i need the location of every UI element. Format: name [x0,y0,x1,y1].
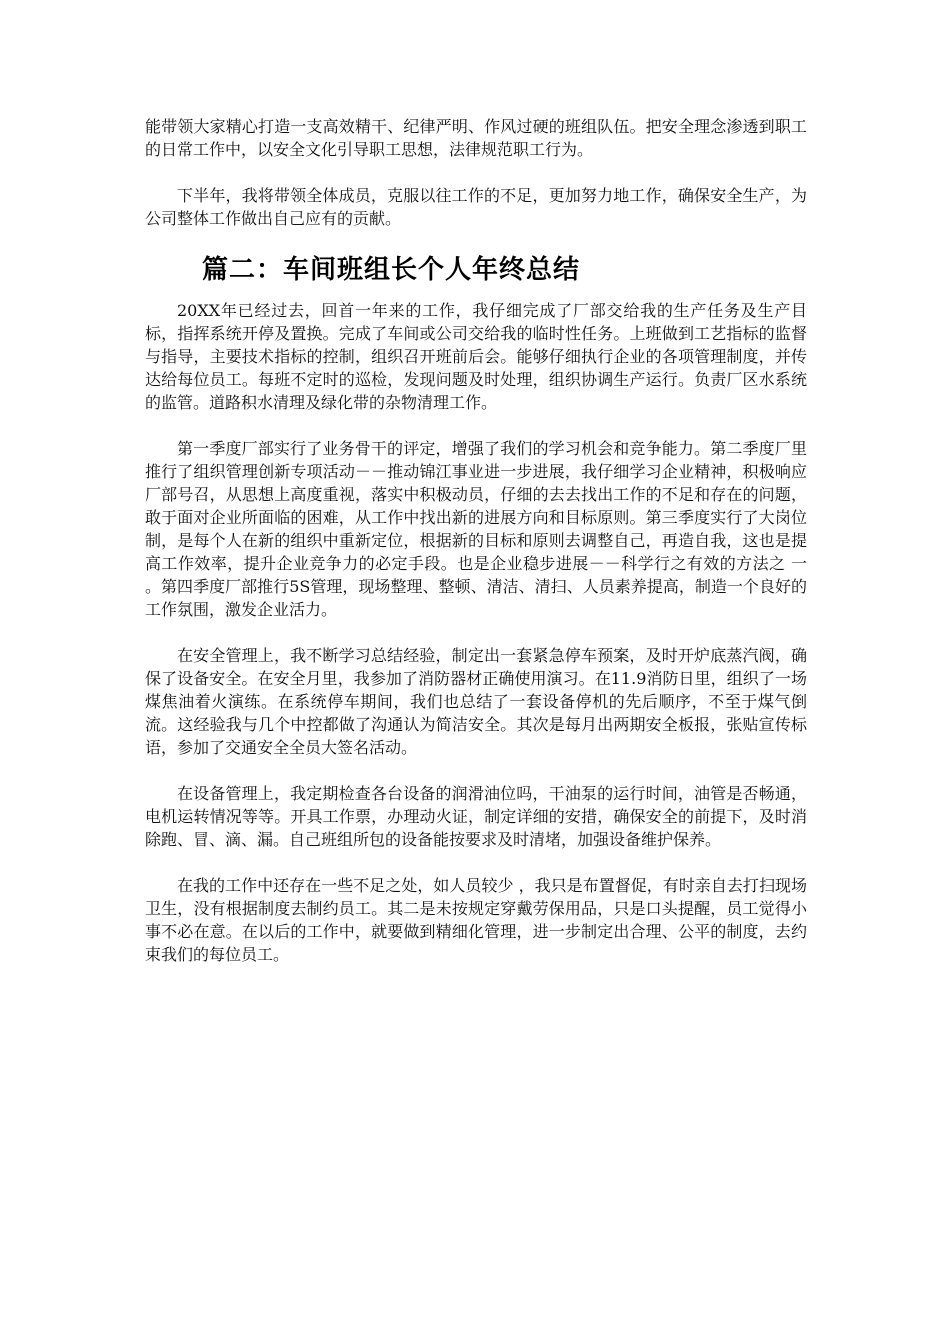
paragraph-equipment-management: 在设备管理上，我定期检查各台设备的润滑油位吗，干油泵的运行时间，油管是否畅通，电机运转情况等等。开具工作票，办理动火证，制定详细的安措，确保安全的前提下，及时消除跑、冒、滴、漏。自己班组所包的设备能按要求及时清堵，加强设备维护保养。 [145,784,807,849]
paragraph-safety-management: 在安全管理上，我不断学习总结经验，制定出一套紧急停车预案，及时开炉底蒸汽阀，确保了设备安全。在安全月里，我参加了消防器材正确使用演习。在11.9消防日里，组织了一场煤焦油着火演练。在系统停车期间，我们也总结了一套设备停机的先后顺序，不至于煤气倒流。这经验我与几个中控都做了沟通认为简洁安全。其次是每月出两期安全板报，张贴宣传标语，参加了交通安全全员大签名活动。 [145,646,807,757]
paragraph-second-half-year: 下半年，我将带领全体成员，克服以往工作的不足，更加努力地工作，确保安全生产，为公司整体工作做出自己应有的贡献。 [145,186,807,228]
paragraph-quarters: 第一季度厂部实行了业务骨干的评定，增强了我们的学习机会和竞争能力。第二季度厂里推行了组织管理创新专项活动－－推动锦江事业进一步进展，我仔细学习企业精神，积极响应厂部号召，从思想上高度重视，落实中积极动员，仔细的去去找出工作的不足和存在的问题，敢于面对企业所面临的困难，从工作中找出新的进展方向和目标原则。第三季度实行了大岗位制，是每个人在新的组织中重新定位，根据新的目标和原则去调整自己，再造自我，这也是提高工作效率，提升企业竞争力的必定手段。也是企业稳步进展－－科学行之有效的方法之 一 。第四季度厂部推行5S管理，现场整理、整顿、清洁、清扫、人员素养提高，制造一个良好的工作氛围，激发企业活力。 [145,439,807,619]
paragraph-year-review: 20XX年已经过去，回首一年来的工作，我仔细完成了厂部交给我的生产任务及生产目标，指挥系统开停及置换。完成了车间或公司交给我的临时性任务。上班做到工艺指标的监督与指导，主要技术指标的控制，组织召开班前后会。能够仔细执行企业的各项管理制度，并传达给每位员工。每班不定时的巡检，发现问题及时处理，组织协调生产运行。负责厂区水系统的监管。道路积水清理及绿化带的杂物清理工作。 [145,301,807,412]
paragraph-continued: 能带领大家精心打造一支高效精干、纪律严明、作风过硬的班组队伍。把安全理念渗透到职工的日常工作中，以安全文化引导职工思想，法律规范职工行为。 [145,117,807,159]
paragraph-shortcomings: 在我的工作中还存在一些不足之处，如人员较少 ，我只是布置督促，有时亲自去打扫现场卫生，没有根据制度去制约员工。其二是未按规定穿戴劳保用品，只是口头提醒，员工觉得小事不必在意。在以后的工作中，就要做到精细化管理，进一步制定出合理、公平的制度，去约束我们的每位员工。 [145,876,807,964]
section-title: 篇二：车间班组长个人年终总结 [202,255,581,285]
document-page [145,115,807,989]
